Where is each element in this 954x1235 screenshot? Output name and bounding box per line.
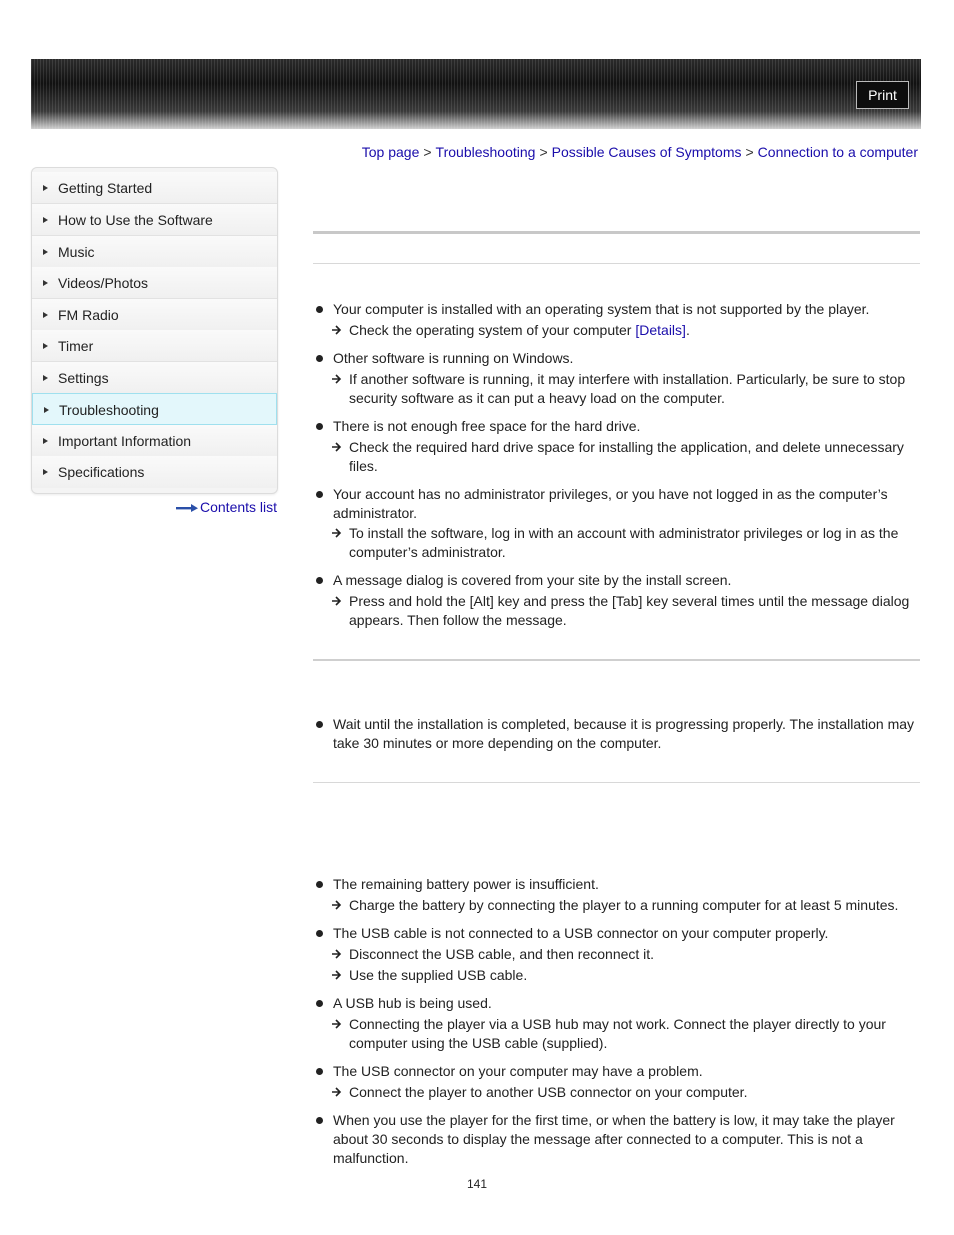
solution-item (349, 945, 921, 964)
sidebar-item-label: Music (58, 244, 95, 260)
triangle-right-icon (43, 312, 48, 318)
sidebar-nav (31, 167, 278, 494)
sidebar-item-settings[interactable] (32, 362, 277, 394)
list-item: When you use the player for the first time, or when the battery is low, it may take the player about 30 seconds to display the message after connected to a computer. This is not a malfunction. (333, 1111, 921, 1168)
solution-text: To install the software, log in with an account with administrator privileges or log in as the computer’s administrator. (349, 525, 899, 560)
breadcrumb-possible-causes[interactable]: Possible Causes of Symptoms (551, 144, 742, 160)
sidebar-item-troubleshooting[interactable] (32, 393, 277, 425)
triangle-right-icon (43, 469, 48, 475)
triangle-right-icon (43, 249, 48, 255)
solution-text: Use the supplied USB cable. (349, 967, 528, 983)
contents-list-link[interactable] (176, 499, 277, 515)
sidebar-item-label: Videos/Photos (58, 275, 149, 291)
sidebar-item-label: FM Radio (58, 307, 119, 323)
section-divider (313, 231, 920, 234)
right-arrow-icon (331, 948, 343, 960)
header-banner (31, 59, 921, 129)
solution-text: Connect the player to another USB connector on your computer. (349, 1084, 748, 1100)
sidebar-item-label: Important Information (58, 433, 192, 449)
list-item: Wait until the installation is completed, because it is progressing properly. The installation may take 30 minutes or more depending on the computer. (333, 715, 921, 753)
solution-item (349, 321, 921, 340)
list-item: A message dialog is covered from your site by the install screen. (333, 571, 921, 590)
right-arrow-icon (331, 595, 343, 607)
solution-text: Check the required hard drive space for installing the application, and delete unnecessary files. (349, 439, 904, 474)
sidebar-item-label: Troubleshooting (59, 402, 159, 418)
breadcrumb-separator: > (745, 144, 754, 160)
section-divider (313, 782, 920, 783)
solution-text-end: . (685, 322, 690, 338)
right-arrow-icon (331, 969, 343, 981)
breadcrumb-separator: > (539, 144, 548, 160)
sidebar-item-label: How to Use the Software (58, 212, 213, 228)
solution-text: Disconnect the USB cable, and then reconnect it. (349, 946, 655, 962)
solution-item (349, 1015, 921, 1053)
sidebar-item-important-information[interactable] (32, 425, 277, 457)
sidebar-item-timer[interactable] (32, 330, 277, 362)
right-arrow-icon (331, 441, 343, 453)
solution-text: Press and hold the [Alt] key and press the [Tab] key several times until the message dialog appears. Then follow the message. (349, 593, 910, 628)
solution-item (349, 1083, 921, 1102)
contents-arrow-icon (176, 504, 198, 512)
right-arrow-icon (331, 1018, 343, 1030)
sidebar-item-getting-started[interactable] (32, 172, 277, 204)
solution-item (349, 966, 921, 985)
triangle-right-icon (43, 343, 48, 349)
sidebar-item-fm-radio[interactable] (32, 299, 277, 331)
triangle-right-icon (43, 375, 48, 381)
solution-item (349, 896, 921, 915)
triangle-right-icon (44, 407, 49, 413)
solution-item (349, 592, 921, 630)
sidebar-item-label: Getting Started (58, 180, 153, 196)
sidebar-item-specifications[interactable] (32, 456, 277, 488)
list-item: The USB cable is not connected to a USB connector on your computer properly. (333, 924, 921, 943)
breadcrumb-connection[interactable]: Connection to a computer (757, 144, 918, 160)
solution-text: Connecting the player via a USB hub may not work. Connect the player directly to your computer using the USB cable (supplied). (349, 1016, 886, 1051)
solution-text: Charge the battery by connecting the player to a running computer for at least 5 minutes. (349, 897, 899, 913)
details-link[interactable]: [Details] (635, 322, 686, 338)
solution-item (349, 370, 921, 408)
sidebar-item-how-to-use-software[interactable] (32, 204, 277, 236)
right-arrow-icon (331, 324, 343, 336)
breadcrumb-separator: > (423, 144, 432, 160)
triangle-right-icon (43, 185, 48, 191)
list-item: The remaining battery power is insufficient. (333, 875, 921, 894)
solution-item (349, 438, 921, 476)
right-arrow-icon (331, 1086, 343, 1098)
list-item: Your account has no administrator privileges, or you have not logged in as the computer’s administrator. (333, 485, 921, 523)
list-item: A USB hub is being used. (333, 994, 921, 1013)
list-item: There is not enough free space for the hard drive. (333, 417, 921, 436)
section-divider (313, 263, 920, 264)
breadcrumb (362, 144, 918, 160)
triangle-right-icon (43, 217, 48, 223)
page-number: 141 (467, 1177, 488, 1191)
solution-text: Check the operating system of your computer (349, 322, 636, 338)
breadcrumb-troubleshooting[interactable]: Troubleshooting (435, 144, 536, 160)
breadcrumb-top-page[interactable]: Top page (361, 144, 420, 160)
sidebar-item-music[interactable] (32, 236, 277, 268)
list-item: The USB connector on your computer may have a problem. (333, 1062, 921, 1081)
print-button[interactable]: Print (856, 81, 909, 109)
list-item: Your computer is installed with an operating system that is not supported by the player. (333, 300, 921, 319)
solution-text: If another software is running, it may interfere with installation. Particularly, be sure to stop security software as it can put a heavy load on the computer. (349, 371, 906, 406)
sidebar-item-label: Specifications (58, 464, 145, 480)
triangle-right-icon (43, 280, 48, 286)
sidebar-item-videos-photos[interactable] (32, 267, 277, 299)
solution-item (349, 524, 921, 562)
sidebar-item-label: Timer (58, 338, 94, 354)
sidebar-item-label: Settings (58, 370, 109, 386)
triangle-right-icon (43, 438, 48, 444)
right-arrow-icon (331, 527, 343, 539)
right-arrow-icon (331, 373, 343, 385)
right-arrow-icon (331, 899, 343, 911)
contents-list-label: Contents list (200, 499, 278, 515)
list-item: Other software is running on Windows. (333, 349, 921, 368)
section-divider (313, 659, 920, 661)
